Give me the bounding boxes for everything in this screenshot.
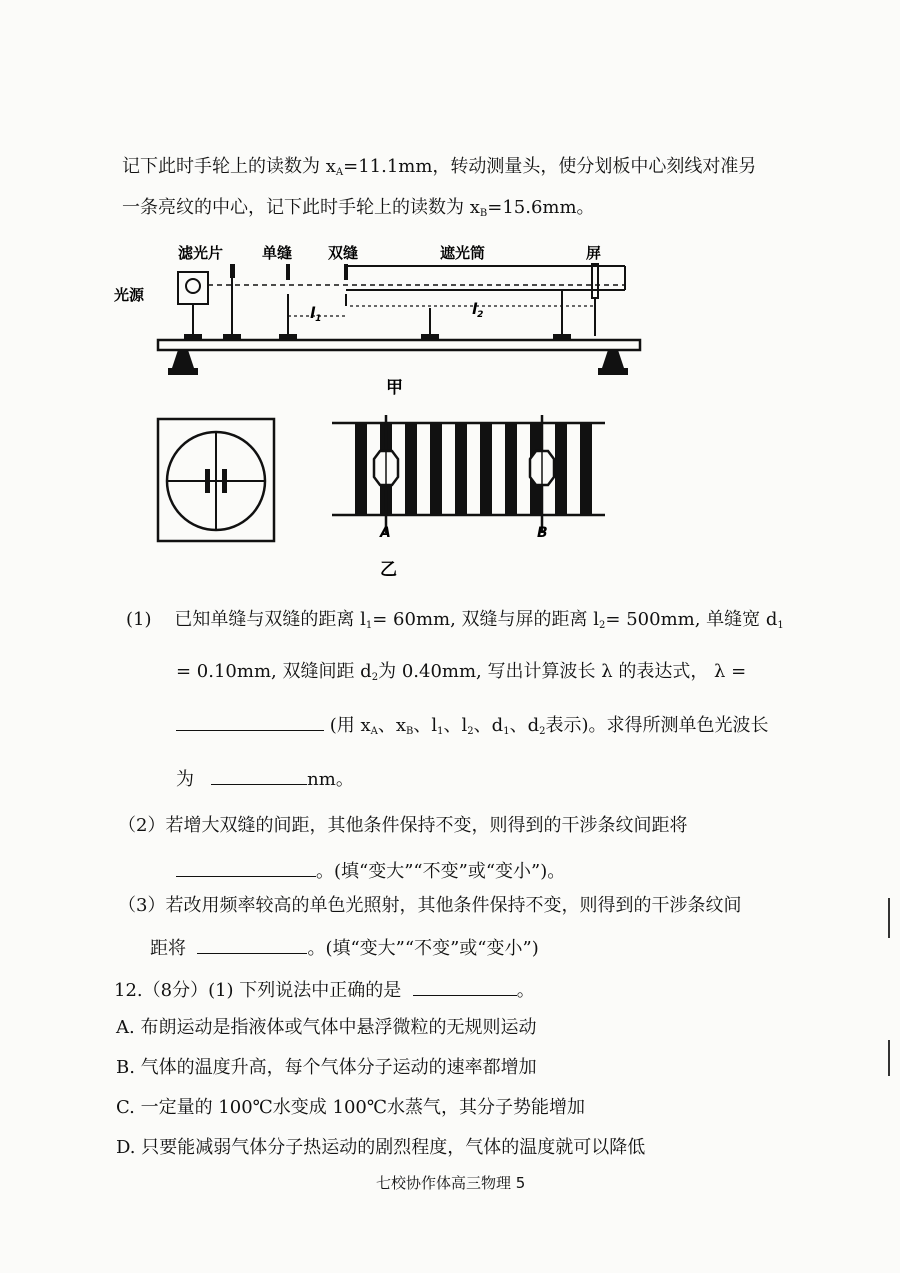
label-single-slit: 单缝 — [262, 244, 293, 262]
q12-option-a: A. 布朗运动是指液体或气体中悬浮微粒的无规则运动 — [116, 1017, 537, 1038]
q1-text: = 60mm, 双缝与屏的距离 l — [372, 609, 600, 630]
q12-option-b: B. 气体的温度升高，每个气体分子运动的速率都增加 — [116, 1057, 537, 1078]
q1-text: nm。 — [307, 769, 354, 790]
q1-text: 为 0.40mm, 写出计算波长 λ 的表达式， λ = — [378, 661, 747, 682]
label-double-slit: 双缝 — [328, 244, 359, 262]
label-screen: 屏 — [586, 244, 602, 262]
single-slit-element — [286, 264, 290, 280]
figure-apparatus — [110, 238, 650, 398]
light-source-box — [178, 272, 208, 304]
subscript: 1 — [777, 620, 784, 631]
label-l2: $l_2$ — [472, 300, 484, 320]
q12-stem — [114, 977, 535, 1003]
label-filter: 滤光片 — [178, 244, 224, 262]
q1-text: 为 — [176, 769, 194, 790]
q1-text: 、l — [413, 715, 438, 736]
answer-blank-wavelength-expression[interactable] — [176, 712, 324, 731]
subscript: 1 — [437, 726, 444, 737]
subscript: 2 — [539, 726, 546, 737]
q3-text: 距将 — [150, 938, 186, 959]
intro-text: 一条亮纹的中心，记下此时手轮上的读数为 x — [122, 197, 480, 218]
label-l1: $l_1$ — [310, 304, 322, 324]
subscript: 2 — [467, 726, 474, 737]
q1-text: 、x — [377, 715, 407, 736]
answer-blank-q2[interactable] — [176, 858, 316, 877]
figure-caption-yi: 乙 — [380, 560, 397, 580]
intro-line-2 — [122, 196, 595, 226]
q2-line-1: （2）若增大双缝的间距，其他条件保持不变，则得到的干涉条纹间距将 — [118, 815, 688, 836]
label-source: 光源 — [114, 286, 145, 304]
subscript: B — [479, 208, 488, 219]
page-footer: 七校协作体高三物理 5 — [376, 1174, 526, 1192]
q1-text: = 0.10mm, 双缝间距 d — [176, 661, 372, 682]
light-bulb-icon — [186, 279, 200, 293]
q12-text: 12.（8分）(1) 下列说法中正确的是 — [114, 980, 402, 1001]
subscript: 2 — [599, 620, 606, 631]
figure-fringes — [150, 415, 620, 580]
intro-line-1 — [122, 155, 756, 185]
q1-text: 、d — [473, 715, 504, 736]
q1-text: 、l — [443, 715, 468, 736]
label-a: A — [380, 525, 391, 541]
q1-text: 表示)。求得所测单色光波长 — [545, 715, 769, 736]
subscript: A — [335, 167, 344, 178]
subscript: B — [406, 726, 414, 737]
q2-line-2 — [176, 858, 565, 884]
label-tube: 遮光筒 — [440, 244, 486, 262]
scan-mark — [888, 1040, 890, 1076]
subscript: 1 — [365, 620, 373, 631]
subscript: A — [370, 726, 378, 737]
filter-element — [230, 264, 235, 278]
q12-option-c: C. 一定量的 100℃水变成 100℃水蒸气，其分子势能增加 — [116, 1097, 586, 1118]
optical-rail — [158, 340, 640, 350]
q12-text: 。 — [516, 980, 535, 1001]
q3-text: 。(填“变大”“不变”或“变小”) — [307, 938, 539, 959]
q1-line-1 — [126, 608, 784, 638]
subscript: 1 — [503, 726, 510, 737]
q1-number: (1) — [126, 609, 152, 630]
q1-line-3 — [176, 712, 769, 744]
intro-text: =11.1mm，转动测量头，使分划板中心刻线对准另 — [343, 156, 757, 177]
q1-text: = 500mm, 单缝宽 d — [605, 609, 778, 630]
q2-text: 。(填“变大”“不变”或“变小”)。 — [316, 861, 566, 882]
q1-text: 已知单缝与双缝的距离 l — [174, 609, 366, 630]
q1-line-4 — [176, 766, 354, 792]
intro-text: 记下此时手轮上的读数为 x — [122, 156, 336, 177]
q12-option-d: D. 只要能减弱气体分子热运动的剧烈程度，气体的温度就可以降低 — [116, 1137, 646, 1158]
q1-text: 、d — [509, 715, 540, 736]
label-b: B — [537, 525, 548, 541]
q3-line-1: （3）若改用频率较高的单色光照射，其他条件保持不变，则得到的干涉条纹间 — [118, 895, 742, 916]
answer-blank-q12[interactable] — [413, 977, 517, 996]
subscript: 2 — [371, 672, 379, 683]
q1-line-2 — [176, 660, 746, 690]
q3-line-2 — [150, 935, 539, 961]
q1-text: (用 x — [329, 715, 371, 736]
answer-blank-wavelength-value[interactable] — [211, 766, 307, 785]
intro-text: =15.6mm。 — [487, 197, 595, 218]
figure-caption-jia: 甲 — [386, 378, 403, 398]
screen-element — [592, 264, 598, 298]
answer-blank-q3[interactable] — [197, 935, 307, 954]
scan-mark — [888, 898, 890, 938]
